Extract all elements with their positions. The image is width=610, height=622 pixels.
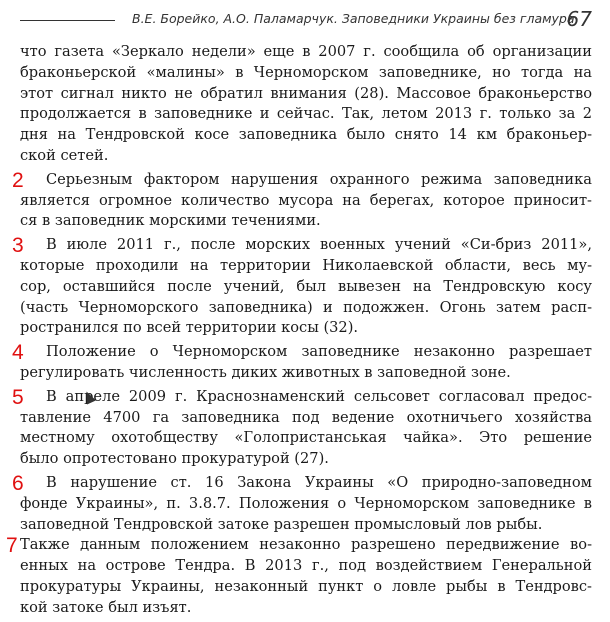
paragraph-3 bbox=[12, 234, 592, 339]
text-line: местному охотобществу «Голопристанськая чайка». Это решение bbox=[20, 429, 592, 447]
text-line: В апреле 2009 г. Краснознаменский сельсовет согласовал предос- bbox=[46, 387, 592, 405]
paragraph-marker: 5 bbox=[12, 385, 24, 409]
text-line: регулировать численность диких животных в заповедной зоне. bbox=[20, 363, 511, 381]
text-line: которые проходили на территории Николаевской области, весь му- bbox=[20, 256, 592, 274]
text-line: Серьезным фактором нарушения охранного режима заповедника bbox=[46, 170, 592, 188]
text-line: дня на Тендровской косе заповедника было снято 14 км браконьер- bbox=[20, 126, 592, 144]
text-line: браконьерской «малины» в Черноморском заповеднике, но тогда на bbox=[20, 63, 592, 81]
text-line: В июле 2011 г., после морских военных учений «Си-бриз 2011», bbox=[46, 236, 592, 254]
text-line: сор, оставшийся после учений, был вывезен на Тендровскую косу bbox=[20, 277, 592, 295]
paragraph-marker: 4 bbox=[12, 341, 24, 365]
text-line: ространился по всей территории косы (32). bbox=[20, 319, 359, 337]
text-line: В нарушение ст. 16 Закона Украины «О природно-заповедном bbox=[46, 473, 592, 491]
text-line: кой затоке был изъят. bbox=[20, 598, 192, 616]
text-line: ся в заповедник морскими течениями. bbox=[20, 212, 321, 230]
text-line: продолжается в заповеднике и сейчас. Так, летом 2013 г. только за 2 bbox=[20, 105, 592, 123]
header-rule bbox=[20, 20, 115, 21]
running-head: В.Е. Борейко, А.О. Паламарчук. Заповедники Украины без гламура bbox=[132, 11, 575, 26]
page-body bbox=[6, 42, 592, 619]
paragraph-marker: 2 bbox=[12, 168, 24, 192]
paragraph-2 bbox=[12, 168, 592, 232]
text-line: тавление 4700 га заповедника под ведение охотничьего хозяйства bbox=[20, 408, 592, 426]
paragraph-marker: 6 bbox=[12, 471, 24, 495]
page-number: 67 bbox=[566, 7, 592, 31]
paragraph-7 bbox=[6, 534, 592, 618]
paragraph-4 bbox=[12, 341, 592, 384]
text-line: енных на острове Тендра. В 2013 г., под воздействием Генеральной bbox=[20, 557, 592, 575]
paragraph-marker: 3 bbox=[12, 234, 24, 258]
text-line: Положение о Черноморском заповеднике незаконно разрешает bbox=[46, 343, 592, 361]
text-line: было опротестовано прокуратурой (27). bbox=[20, 450, 329, 468]
text-line: фонде Украины», п. 3.8.7. Положения о Черноморском заповеднике в bbox=[20, 494, 592, 512]
text-line: является огромное количество мусора на берегах, которое приносит- bbox=[20, 191, 592, 209]
paragraph-marker: 7 bbox=[6, 534, 18, 558]
running-header bbox=[20, 7, 592, 32]
text-line: прокуратуры Украины, незаконный пункт о ловле рыбы в Тендровс- bbox=[20, 577, 592, 595]
text-line: что газета «Зеркало недели» еще в 2007 г. сообщила об организации bbox=[20, 43, 592, 60]
paragraph-6 bbox=[12, 471, 592, 535]
text-line: Также данным положением незаконно разрешено передвижение во- bbox=[20, 536, 592, 554]
text-line: заповедной Тендровской затоке разрешен промысловый лов рыбы. bbox=[20, 515, 543, 533]
text-line: (часть Черноморского заповедника) и подожжен. Огонь затем расп- bbox=[20, 298, 592, 316]
paragraph-5 bbox=[12, 385, 592, 470]
text-line: этот сигнал никто не обратил внимания (28). Массовое браконьерство bbox=[20, 84, 592, 102]
paragraph-1 bbox=[20, 42, 592, 167]
text-line: ской сетей. bbox=[20, 146, 109, 164]
